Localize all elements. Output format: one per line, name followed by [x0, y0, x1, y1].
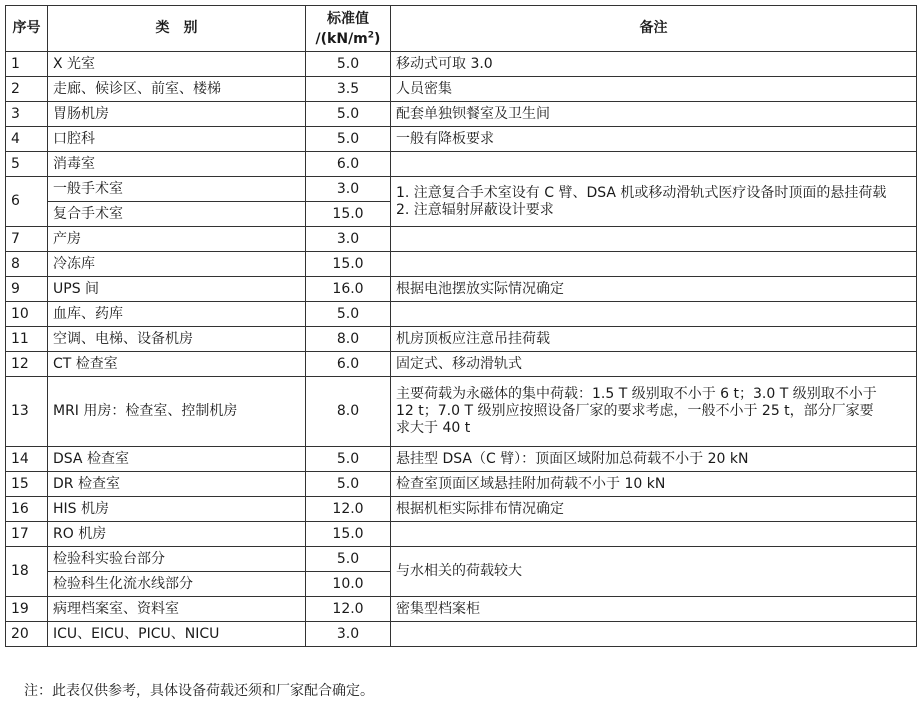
- row-category: 产房: [48, 227, 306, 252]
- row-no: 9: [6, 277, 48, 302]
- table-row: [6, 327, 917, 352]
- row-category: CT 检查室: [48, 352, 306, 377]
- row-no: 5: [6, 152, 48, 177]
- table-row: [6, 152, 917, 177]
- row-no: 12: [6, 352, 48, 377]
- row-remark: 检查室顶面区域悬挂附加荷载不小于 10 kN: [391, 472, 917, 497]
- row-value: 15.0: [306, 202, 391, 227]
- row-remark: 根据电池摆放实际情况确定: [391, 277, 917, 302]
- row-no: 4: [6, 127, 48, 152]
- header-category: 类 别: [48, 6, 306, 52]
- table-header-row: [6, 6, 917, 52]
- row-value: 5.0: [306, 447, 391, 472]
- row-category: RO 机房: [48, 522, 306, 547]
- row-value: 6.0: [306, 352, 391, 377]
- row-remark: 机房顶板应注意吊挂荷载: [391, 327, 917, 352]
- row-no: 19: [6, 597, 48, 622]
- row-value: 5.0: [306, 102, 391, 127]
- row-value: 5.0: [306, 52, 391, 77]
- row-category: 胃肠机房: [48, 102, 306, 127]
- row-value: 12.0: [306, 497, 391, 522]
- row-no: 11: [6, 327, 48, 352]
- table-row: [6, 227, 917, 252]
- row-remark: 移动式可取 3.0: [391, 52, 917, 77]
- row-no: 7: [6, 227, 48, 252]
- header-no: 序号: [6, 6, 48, 52]
- row-value: 8.0: [306, 327, 391, 352]
- row-value: 16.0: [306, 277, 391, 302]
- row-category: 血库、药库: [48, 302, 306, 327]
- table-row: [6, 472, 917, 497]
- header-value-unit: $/(kN/m^2)$: [315, 29, 381, 47]
- table-row: [6, 127, 917, 152]
- row-category: DR 检查室: [48, 472, 306, 497]
- table-footnote: 注：此表仅供参考，具体设备荷载还须和厂家配合确定。: [24, 683, 374, 699]
- row-category: X 光室: [48, 52, 306, 77]
- table-row: [6, 377, 917, 447]
- row-no: 20: [6, 622, 48, 647]
- row-no: 8: [6, 252, 48, 277]
- row-remark: 一般有降板要求: [391, 127, 917, 152]
- row-no: 13: [6, 377, 48, 447]
- row-category: HIS 机房: [48, 497, 306, 522]
- row-value: 8.0: [306, 377, 391, 447]
- table-row: [6, 597, 917, 622]
- table-row: [6, 547, 917, 572]
- row-no: 1: [6, 52, 48, 77]
- table-row: [6, 497, 917, 522]
- header-remark: 备注: [391, 6, 917, 52]
- row-category: 检验科生化流水线部分: [48, 572, 306, 597]
- row-no: 17: [6, 522, 48, 547]
- table-row: [6, 102, 917, 127]
- row-category: DSA 检查室: [48, 447, 306, 472]
- table-row: [6, 302, 917, 327]
- table-row: [6, 352, 917, 377]
- row-category: 复合手术室: [48, 202, 306, 227]
- row-remark: [391, 622, 917, 647]
- row-value: 12.0: [306, 597, 391, 622]
- row-no: 15: [6, 472, 48, 497]
- remark-line: 12 t；7.0 T 级别应按照设备厂家的要求考虑，一般不小于 25 t，部分厂家要: [396, 403, 874, 419]
- row-no: 14: [6, 447, 48, 472]
- table-row: [6, 522, 917, 547]
- row-category: 冷冻库: [48, 252, 306, 277]
- row-remark: [391, 302, 917, 327]
- row-category: MRI 用房：检查室、控制机房: [48, 377, 306, 447]
- header-value-line1: 标准值: [327, 10, 369, 27]
- row-category: 消毒室: [48, 152, 306, 177]
- row-category: 病理档案室、资料室: [48, 597, 306, 622]
- table-row: [6, 77, 917, 102]
- row-value: 3.0: [306, 177, 391, 202]
- remark-line: 主要荷载为永磁体的集中荷载：1.5 T 级别取不小于 6 t；3.0 T 级别取不小于: [396, 386, 877, 402]
- row-remark: 悬挂型 DSA（C 臂）：顶面区域附加总荷载不小于 20 kN: [391, 447, 917, 472]
- row-remark: 与水相关的荷载较大: [391, 547, 917, 597]
- table-row: [6, 447, 917, 472]
- row-value: 3.0: [306, 622, 391, 647]
- row-category: 检验科实验台部分: [48, 547, 306, 572]
- row-remark: [391, 152, 917, 177]
- row-category: 一般手术室: [48, 177, 306, 202]
- row-value: 5.0: [306, 127, 391, 152]
- row-category: ICU、EICU、PICU、NICU: [48, 622, 306, 647]
- row-value: 15.0: [306, 252, 391, 277]
- row-no: 16: [6, 497, 48, 522]
- table-row: [6, 252, 917, 277]
- row-category: 空调、电梯、设备机房: [48, 327, 306, 352]
- row-category: 走廊、候诊区、前室、楼梯: [48, 77, 306, 102]
- row-no: 18: [6, 547, 48, 597]
- row-remark: 固定式、移动滑轨式: [391, 352, 917, 377]
- row-no: 2: [6, 77, 48, 102]
- row-remark: 密集型档案柜: [391, 597, 917, 622]
- row-remark: [391, 377, 917, 447]
- row-remark: [391, 177, 917, 227]
- row-remark: 人员密集: [391, 77, 917, 102]
- row-remark: 根据机柜实际排布情况确定: [391, 497, 917, 522]
- row-value: 15.0: [306, 522, 391, 547]
- table-row: [6, 177, 917, 202]
- row-no: 10: [6, 302, 48, 327]
- row-value: 10.0: [306, 572, 391, 597]
- row-remark: 配套单独钡餐室及卫生间: [391, 102, 917, 127]
- remark-line: 求大于 40 t: [396, 420, 471, 436]
- row-value: 5.0: [306, 472, 391, 497]
- row-category: UPS 间: [48, 277, 306, 302]
- table-row: [6, 277, 917, 302]
- row-no: 6: [6, 177, 48, 227]
- row-category: 口腔科: [48, 127, 306, 152]
- table-row: [6, 52, 917, 77]
- table-row: [6, 622, 917, 647]
- header-value: [306, 6, 391, 52]
- row-no: 3: [6, 102, 48, 127]
- row-remark: [391, 252, 917, 277]
- row-remark: [391, 227, 917, 252]
- row-value: 5.0: [306, 302, 391, 327]
- row-value: 6.0: [306, 152, 391, 177]
- row-remark: [391, 522, 917, 547]
- row-value: 3.5: [306, 77, 391, 102]
- remark-line: 1. 注意复合手术室设有 C 臂、DSA 机或移动滑轨式医疗设备时顶面的悬挂荷载: [396, 184, 887, 201]
- remark-line: 2. 注意辐射屏蔽设计要求: [396, 201, 554, 218]
- row-value: 3.0: [306, 227, 391, 252]
- row-value: 5.0: [306, 547, 391, 572]
- load-table: [5, 5, 917, 647]
